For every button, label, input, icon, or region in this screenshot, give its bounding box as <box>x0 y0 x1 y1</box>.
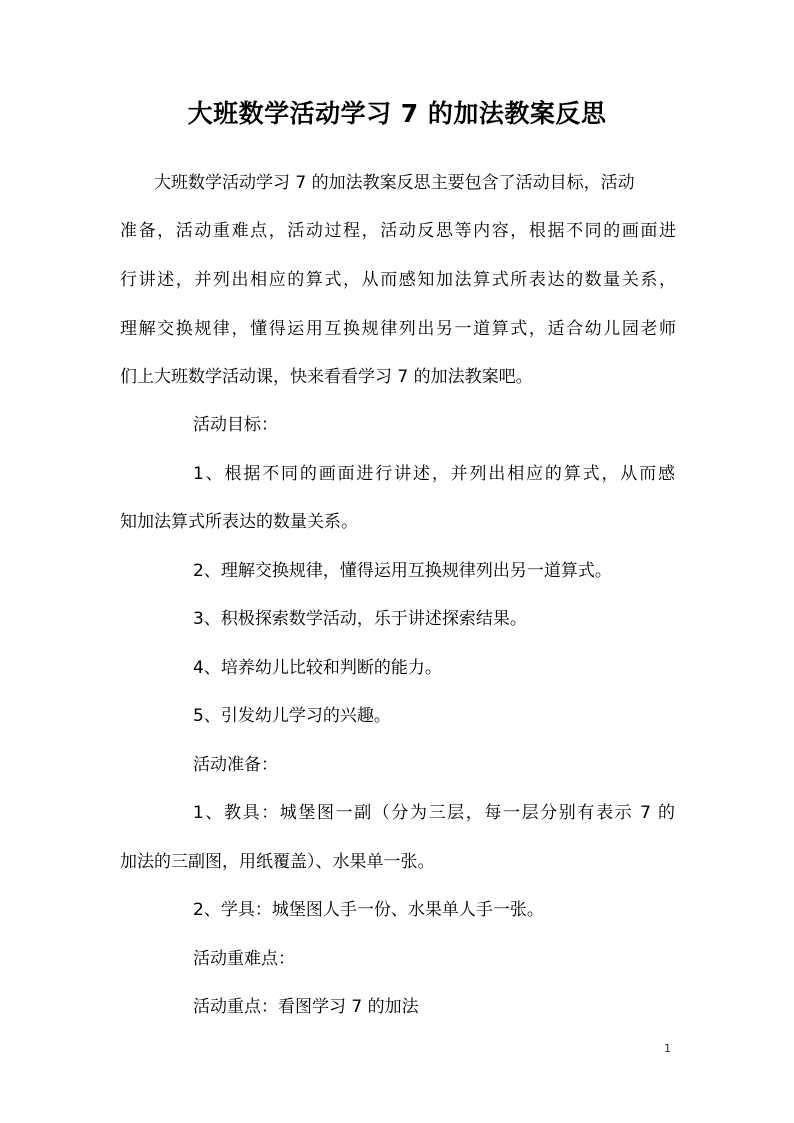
goals-heading: 活动目标： <box>193 415 278 435</box>
intro-line-1: 大班数学活动学习 7 的加法教案反思主要包含了活动目标，活动 <box>154 173 635 193</box>
intro-line-4: 理解交换规律，懂得运用互换规律列出另一道算式，适合幼儿园老师 <box>120 319 676 339</box>
key-points-heading: 活动重难点： <box>193 949 295 969</box>
goal-2: 2、理解交换规律，懂得运用互换规律列出另一道算式。 <box>193 561 612 581</box>
goal-4: 4、培养幼儿比较和判断的能力。 <box>193 658 442 678</box>
intro-line-3: 行讲述，并列出相应的算式，从而感知加法算式所表达的数量关系， <box>120 270 676 290</box>
key-point: 活动重点：看图学习 7 的加法 <box>193 997 419 1017</box>
prep-1-line-2: 加法的三副图，用纸覆盖）、水果单一张。 <box>120 852 435 872</box>
intro-line-5: 们上大班数学活动课，快来看看学习 7 的加法教案吧。 <box>120 367 533 387</box>
prep-2: 2、学具：城堡图人手一份、水果单人手一张。 <box>193 900 544 920</box>
prep-heading: 活动准备： <box>193 755 278 775</box>
goal-1-line-1: 1、根据不同的画面进行讲述，并列出相应的算式，从而感 <box>193 464 675 484</box>
goal-5: 5、引发幼儿学习的兴趣。 <box>193 706 391 726</box>
page-number: 1 <box>664 1042 671 1055</box>
document-title: 大班数学活动学习 7 的加法教案反思 <box>187 99 607 128</box>
goal-3: 3、积极探索数学活动，乐于讲述探索结果。 <box>193 609 527 629</box>
goal-1-line-2: 知加法算式所表达的数量关系。 <box>120 512 358 532</box>
prep-1-line-1: 1、教具：城堡图一副（分为三层，每一层分别有表示 7 的 <box>193 803 675 823</box>
intro-line-2: 准备，活动重难点，活动过程，活动反思等内容，根据不同的画面进 <box>120 221 676 241</box>
